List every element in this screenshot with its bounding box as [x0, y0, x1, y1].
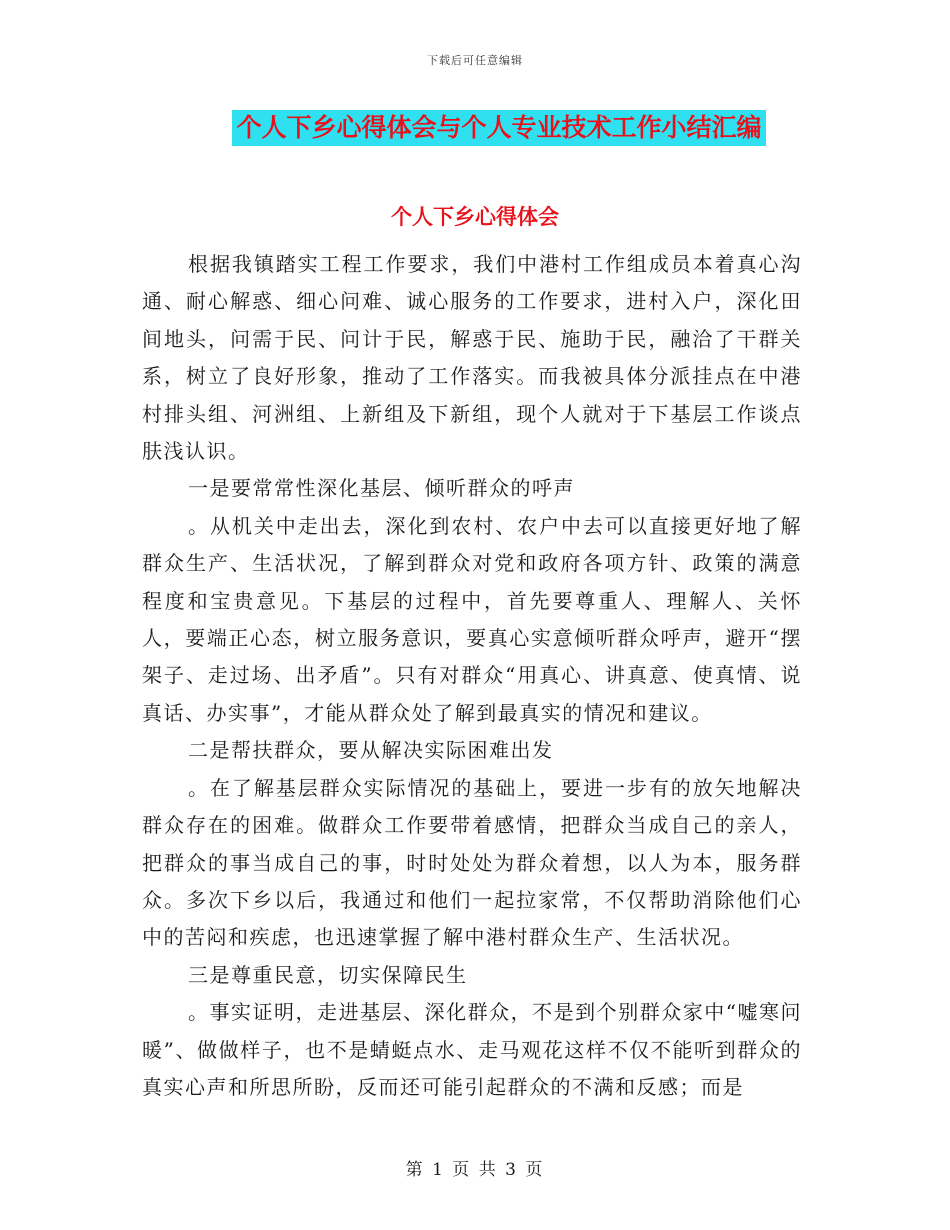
paragraph: 。在了解基层群众实际情况的基础上，要进一步有的放矢地解决群众存在的困难。做群众工作要带着感情，把群众当成自己的亲人，把群众的事当成自己的事，时时处处为群众着想，以人为本，服务群众。多次下乡以后，我通过和他们一起拉家常，不仅帮助消除他们心中的苦闷和疾虑，也迅速掌握了解中港村群众生产、生活状况。 [142, 775, 802, 950]
paragraph-heading: 一是要常常性深化基层、倾听群众的呼声 [188, 476, 575, 501]
paragraph: 根据我镇踏实工程工作要求，我们中港村工作组成员本着真心沟通、耐心解惑、细心问难、诚心服务的工作要求，进村入户，深化田间地头，问需于民、问计于民，解惑于民、施助于民，融洽了干群关系，树立了良好形象，推动了工作落实。而我被具体分派挂点在中港村排头组、河洲组、上新组及下新组，现个人就对于下基层工作谈点肤浅认识。 [142, 252, 802, 464]
main-title: 个人下乡心得体会与个人专业技术工作小结汇编 [232, 110, 765, 146]
paragraph-heading: 三是尊重民意，切实保障民生 [188, 962, 468, 987]
main-title-container [0, 110, 950, 146]
header-note: 下载后可任意编辑 [427, 54, 523, 67]
body-text [142, 246, 802, 1106]
page-footer: 第 1 页 共 3 页 [405, 1160, 545, 1180]
paragraph: 。从机关中走出去，深化到农村、农户中去可以直接更好地了解群众生产、生活状况，了解到群众对党和政府各项方针、政策的满意程度和宝贵意见。下基层的过程中，首先要尊重人、理解人、关怀人，要端正心态，树立服务意识，要真心实意倾听群众呼声，避开“摆架子、走过场、出矛盾”。只有对群众“用真心、讲真意、使真情、说真话、办实事”，才能从群众处了解到最真实的情况和建议。 [142, 513, 802, 725]
section-title: 个人下乡心得体会 [391, 205, 559, 229]
paragraph: 。事实证明，走进基层、深化群众，不是到个别群众家中“嘘寒问暖”、做做样子，也不是蜻蜓点水、走马观花这样不仅不能听到群众的真实心声和所思所盼，反而还可能引起群众的不满和反感；而是 [142, 1000, 802, 1099]
paragraph-heading: 二是帮扶群众，要从解决实际困难出发 [188, 738, 554, 763]
